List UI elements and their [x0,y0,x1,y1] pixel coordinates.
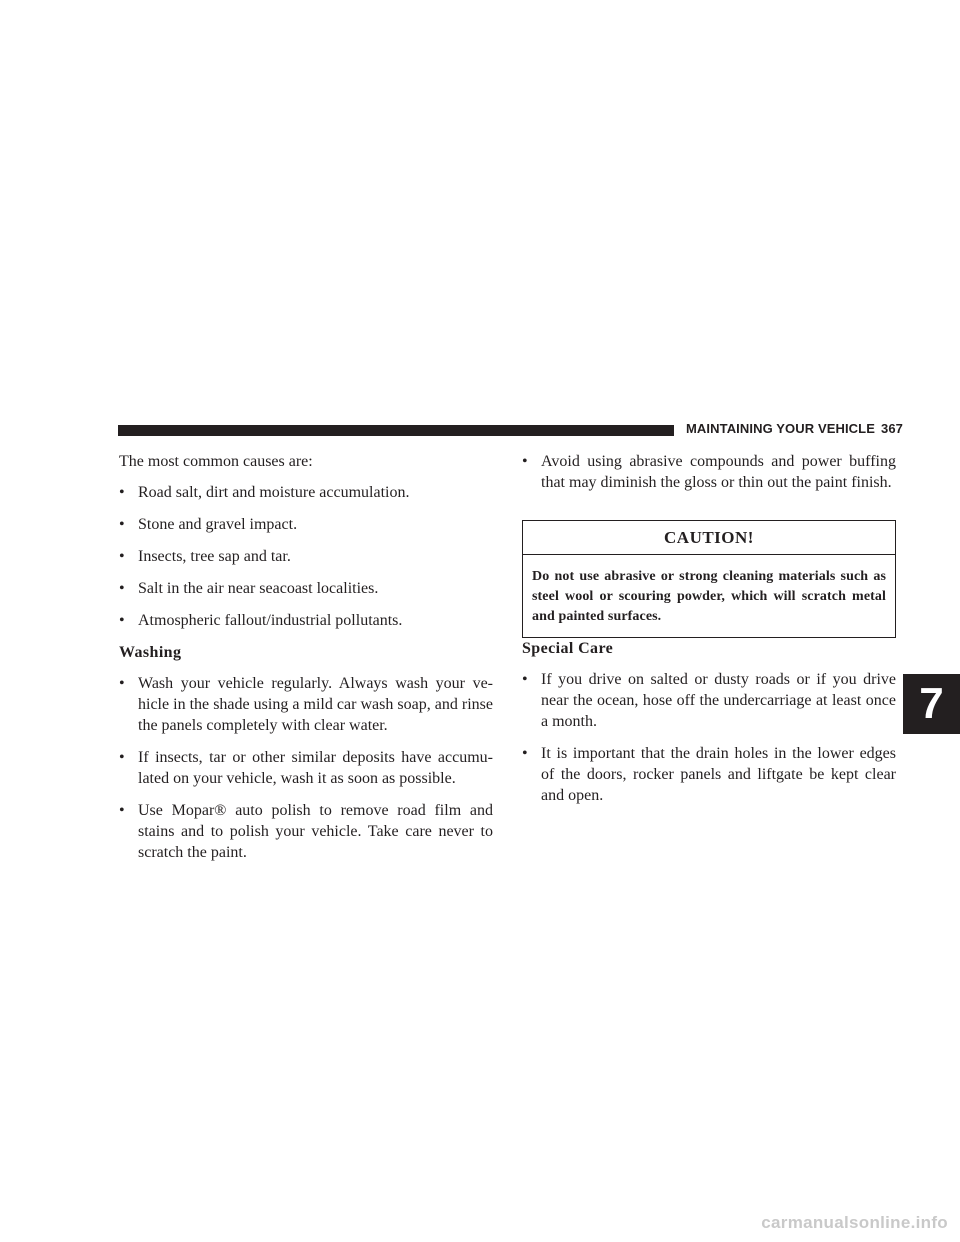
list-item: • Use Mopar® auto polish to remove road film and stains and to polish your vehicle. Take care never to scratch the paint. [119,802,493,861]
bullet-icon: • [119,675,125,692]
right-column [522,451,896,817]
causes-list [119,482,493,631]
list-item: • Stone and gravel impact. [119,516,298,533]
bullet-icon: • [119,612,125,629]
bullet-icon: • [119,802,125,819]
list-item: • It is important that the drain holes in the lower edges of the doors, rocker panels and liftgate be kept clear and open. [522,745,896,804]
left-column [119,451,493,874]
bullet-icon: • [119,484,125,501]
special-care-list [522,669,896,806]
bullet-icon: • [119,516,125,533]
washing-list [119,673,493,863]
section-title: MAINTAINING YOUR VEHICLE [686,421,875,436]
list-item: • Wash your vehicle regularly. Always wash your ve-hicle in the shade using a mild car wash soap, and rinse the panels completely with clear water. [119,675,493,734]
running-header [686,421,903,436]
bullet-icon: • [522,453,528,470]
washing-heading: Washing [119,644,182,661]
header-rule [118,425,674,436]
list-item: • Avoid using abrasive compounds and power buffing that may diminish the gloss or thin out the paint finish. [522,453,896,491]
caution-title: CAUTION! [523,521,895,555]
list-item: • Road salt, dirt and moisture accumulation. [119,484,410,501]
list-item: • Atmospheric fallout/industrial pollutants. [119,612,403,629]
list-item: • If you drive on salted or dusty roads or if you drive near the ocean, hose off the undercarriage at least once a month. [522,671,896,730]
watermark: carmanualsonline.info [761,1213,948,1232]
polish-list [522,451,896,493]
caution-box [522,520,896,638]
causes-intro: The most common causes are: [119,453,313,470]
bullet-icon: • [522,671,528,688]
list-item: • Insects, tree sap and tar. [119,548,291,565]
bullet-icon: • [119,749,125,766]
page-number: 367 [880,421,903,436]
special-care-heading: Special Care [522,640,614,657]
chapter-tab: 7 [903,674,960,734]
bullet-icon: • [119,548,125,565]
bullet-icon: • [119,580,125,597]
list-item: • If insects, tar or other similar deposits have accumu-lated on your vehicle, wash it as soon as possible. [119,749,493,787]
caution-body: Do not use abrasive or strong cleaning materials such as steel wool or scouring powder, which will scratch metal and painted surfaces. [532,569,886,624]
bullet-icon: • [522,745,528,762]
list-item: • Salt in the air near seacoast localities. [119,580,379,597]
